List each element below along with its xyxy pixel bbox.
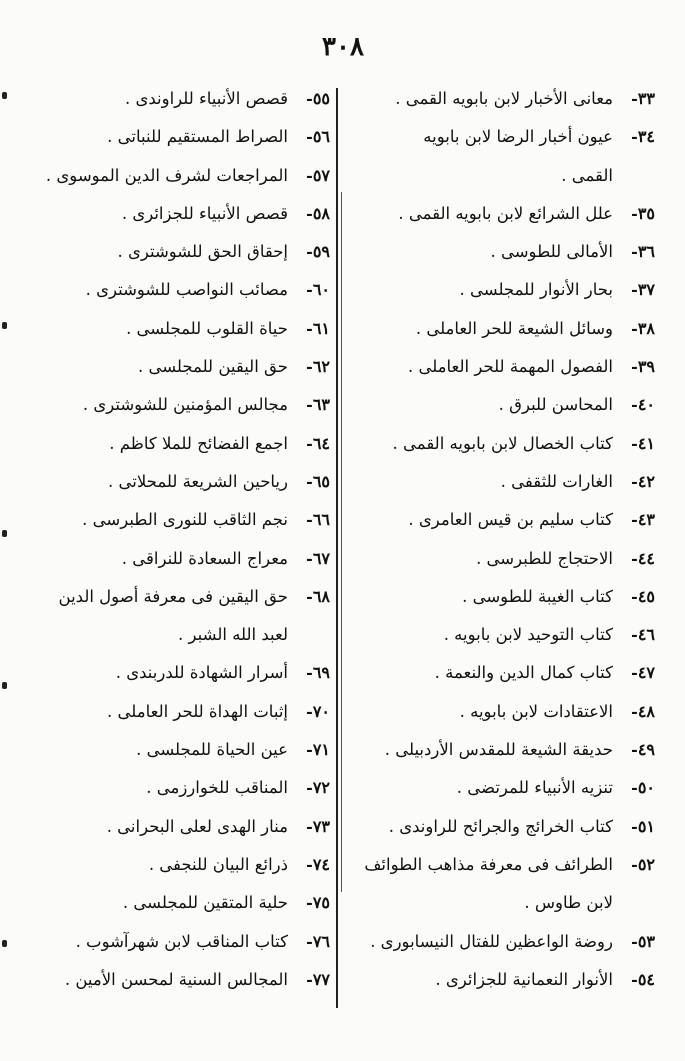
item-number: ٤٠- xyxy=(631,395,655,415)
item-number: ٥٧- xyxy=(306,165,330,185)
list-item xyxy=(355,731,655,769)
edge-mark xyxy=(2,530,7,537)
item-title: المراجعات لشرف الدين الموسوى . xyxy=(45,165,288,185)
list-item xyxy=(30,195,330,233)
item-title: حياة القلوب للمجلسى . xyxy=(126,318,288,338)
item-title: كتاب المناقب لابن شهرآشوب . xyxy=(75,931,288,951)
item-title: المجالس السنية لمحسن الأمين . xyxy=(64,969,288,989)
item-title: بحار الأنوار للمجلسى . xyxy=(459,280,613,300)
list-item xyxy=(30,731,330,769)
list-item xyxy=(30,654,330,692)
item-number: ٤٥- xyxy=(631,586,655,606)
item-number: ٤٧- xyxy=(631,663,655,683)
list-item xyxy=(30,693,330,731)
item-title: علل الشرائع لابن بابويه القمى . xyxy=(398,203,613,223)
item-number: ٥٨- xyxy=(306,203,330,223)
edge-mark xyxy=(2,940,7,947)
item-title: كتاب الخرائج والجرائح للراوندى . xyxy=(388,816,613,836)
item-number: ٧٧- xyxy=(306,969,330,989)
list-item xyxy=(355,654,655,692)
item-title: كتاب التوحيد لابن بابويه . xyxy=(443,625,613,645)
item-number: ٥٠- xyxy=(631,778,655,798)
list-item xyxy=(30,271,330,309)
item-number: ٧٣- xyxy=(306,816,330,836)
list-item xyxy=(355,578,655,616)
item-number: ٦٤- xyxy=(306,433,330,453)
item-title: الصراط المستقيم للنباتى . xyxy=(107,127,288,147)
list-item xyxy=(30,578,330,655)
item-number: ٧١- xyxy=(306,740,330,760)
item-title: روضة الواعظين للفتال النيسابورى . xyxy=(370,931,613,951)
item-title: قصص الأنبياء للجزائرى . xyxy=(121,203,288,223)
item-number: ٦٨- xyxy=(306,586,330,606)
item-number: ٥٤- xyxy=(631,969,655,989)
item-number: ٣٦- xyxy=(631,242,655,262)
list-item xyxy=(355,846,655,923)
item-title: حق اليقين للمجلسى . xyxy=(137,357,288,377)
item-number: ٥١- xyxy=(631,816,655,836)
item-number: ٦٧- xyxy=(306,548,330,568)
item-title-continuation: القمى . xyxy=(561,165,613,185)
item-title: كتاب الغيبة للطوسى . xyxy=(462,586,613,606)
list-item xyxy=(30,157,330,195)
item-number: ٥٩- xyxy=(306,242,330,262)
item-number: ٣٥- xyxy=(631,203,655,223)
list-item xyxy=(30,540,330,578)
list-item xyxy=(355,118,655,195)
item-title: الأمالى للطوسى . xyxy=(490,242,613,262)
list-item xyxy=(355,425,655,463)
item-title: الاحتجاج للطبرسى . xyxy=(476,548,613,568)
item-title: معانى الأخبار لابن بابويه القمى . xyxy=(395,89,613,108)
column-divider xyxy=(336,88,338,1008)
item-title: منار الهدى لعلى البحرانى . xyxy=(106,816,288,836)
item-title: حديقة الشيعة للمقدس الأردبيلى . xyxy=(384,740,613,760)
item-number: ٥٢- xyxy=(631,854,655,874)
item-number: ٤١- xyxy=(631,433,655,453)
item-number: ٦١- xyxy=(306,318,330,338)
list-item xyxy=(30,923,330,961)
list-item xyxy=(30,118,330,156)
item-number: ٥٣- xyxy=(631,931,655,951)
list-item xyxy=(355,808,655,846)
list-item xyxy=(30,233,330,271)
list-item xyxy=(30,310,330,348)
item-title: وسائل الشيعة للحر العاملى . xyxy=(415,318,613,338)
list-item xyxy=(355,233,655,271)
edge-mark xyxy=(2,682,7,689)
item-title: كتاب كمال الدين والنعمة . xyxy=(434,663,613,683)
item-number: ٧٤- xyxy=(306,854,330,874)
list-item xyxy=(30,501,330,539)
list-item xyxy=(30,348,330,386)
list-item xyxy=(30,463,330,501)
right-column xyxy=(355,80,655,999)
item-number: ٤٩- xyxy=(631,740,655,760)
item-title: الفصول المهمة للحر العاملى . xyxy=(407,357,613,377)
list-item xyxy=(355,693,655,731)
item-title: المحاسن للبرق . xyxy=(498,395,613,415)
item-title: عين الحياة للمجلسى . xyxy=(136,740,288,760)
item-title: الطرائف فى معرفة مذاهب الطوائف xyxy=(364,854,613,874)
item-number: ٦٦- xyxy=(306,510,330,530)
item-number: ٤٢- xyxy=(631,471,655,491)
list-item xyxy=(30,769,330,807)
item-number: ٣٨- xyxy=(631,318,655,338)
item-title: عيون أخبار الرضا لابن بابويه xyxy=(423,127,613,147)
item-number: ٤٦- xyxy=(631,625,655,645)
list-item xyxy=(30,386,330,424)
list-item xyxy=(355,923,655,961)
item-number: ٧٥- xyxy=(306,893,330,913)
list-item xyxy=(30,884,330,922)
item-title: حلية المتقين للمجلسى . xyxy=(122,893,288,913)
item-title: إثبات الهداة للحر العاملى . xyxy=(107,701,288,721)
item-number: ٤٣- xyxy=(631,510,655,530)
list-item xyxy=(355,271,655,309)
item-title: معراج السعادة للنراقى . xyxy=(121,548,288,568)
item-title: تنزيه الأنبياء للمرتضى . xyxy=(456,778,613,798)
list-item xyxy=(355,961,655,999)
left-column xyxy=(30,80,330,999)
item-title: الأنوار النعمانية للجزائرى . xyxy=(435,969,613,989)
item-title: المناقب للخوارزمى . xyxy=(146,778,288,798)
item-title: حق اليقين فى معرفة أصول الدين xyxy=(58,586,288,606)
list-item xyxy=(355,80,655,118)
item-title: قصص الأنبياء للراوندى . xyxy=(124,89,288,108)
edge-mark xyxy=(2,92,7,99)
item-title: ذرائع البيان للنجفى . xyxy=(148,854,288,874)
list-item xyxy=(30,425,330,463)
item-title: الغارات للثقفى . xyxy=(500,471,613,491)
item-title: الاعتقادات لابن بابويه . xyxy=(459,701,613,721)
item-number: ٦٣- xyxy=(306,395,330,415)
item-number: ٧٦- xyxy=(306,931,330,951)
item-number: ٦٠- xyxy=(306,280,330,300)
list-item xyxy=(30,961,330,999)
list-item xyxy=(355,310,655,348)
item-title: كتاب الخصال لابن بابويه القمى . xyxy=(392,433,613,453)
item-number: ٧٠- xyxy=(306,701,330,721)
item-number: ٥٦- xyxy=(306,127,330,147)
list-item xyxy=(355,769,655,807)
item-number: ٦٥- xyxy=(306,471,330,491)
item-title: نجم الثاقب للنورى الطبرسى . xyxy=(82,510,288,530)
item-number: ٣٩- xyxy=(631,357,655,377)
item-title: رياحين الشريعة للمحلاتى . xyxy=(107,471,288,491)
item-number: ٦٩- xyxy=(306,663,330,683)
item-number: ٧٢- xyxy=(306,778,330,798)
list-item xyxy=(355,386,655,424)
item-title: اجمع الفضائح للملا كاظم . xyxy=(109,433,288,453)
item-number: ٤٤- xyxy=(631,548,655,568)
list-item xyxy=(355,501,655,539)
list-item xyxy=(30,80,330,118)
item-number: ٤٨- xyxy=(631,701,655,721)
item-title: إحقاق الحق للشوشترى . xyxy=(117,242,288,262)
item-title: مصائب النواصب للشوشترى . xyxy=(85,280,288,300)
edge-mark xyxy=(2,322,7,329)
item-number: ٣٤- xyxy=(631,127,655,147)
item-title: مجالس المؤمنين للشوشترى . xyxy=(82,395,288,415)
list-item xyxy=(30,808,330,846)
column-divider-inner xyxy=(341,192,342,892)
page-number: ٣٠٨ xyxy=(322,32,364,62)
list-item xyxy=(355,616,655,654)
item-title: أسرار الشهادة للدربندى . xyxy=(115,663,288,683)
list-item xyxy=(355,540,655,578)
list-item xyxy=(355,195,655,233)
item-number: ٣٣- xyxy=(631,89,655,108)
item-title: كتاب سليم بن قيس العامرى . xyxy=(408,510,613,530)
item-title-continuation: لعبد الله الشبر . xyxy=(178,625,288,645)
list-item xyxy=(355,348,655,386)
item-number: ٦٢- xyxy=(306,357,330,377)
list-item xyxy=(355,463,655,501)
list-item xyxy=(30,846,330,884)
item-number: ٣٧- xyxy=(631,280,655,300)
item-title-continuation: لابن طاوس . xyxy=(524,893,613,913)
item-number: ٥٥- xyxy=(306,89,330,108)
